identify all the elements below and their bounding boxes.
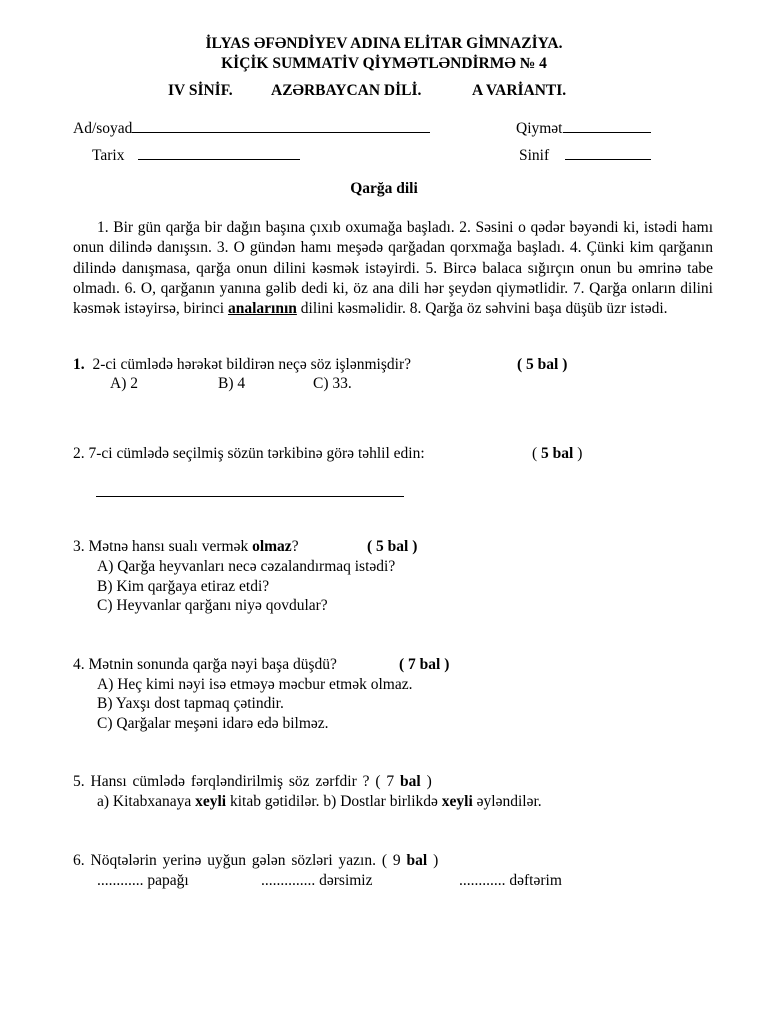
name-label: Ad/soyad xyxy=(73,120,133,137)
q3-option-c[interactable]: C) Heyvanlar qarğanı niyə qovdular? xyxy=(97,597,328,614)
q4-option-c[interactable]: C) Qarğalar meşəni idarə edə bilməz. xyxy=(97,715,329,732)
question-3 xyxy=(73,538,299,556)
question-5 xyxy=(73,773,432,791)
q3-text-bold: olmaz xyxy=(252,538,292,555)
class-label: Sinif xyxy=(519,147,550,164)
reading-passage xyxy=(73,218,713,319)
q1-points: ( 5 bal ) xyxy=(517,356,568,373)
q2-answer-line[interactable] xyxy=(96,480,404,497)
q5-sentences xyxy=(97,793,542,811)
q1-number: 1. xyxy=(73,356,85,373)
question-6 xyxy=(73,852,438,870)
assessment-title: KİÇİK SUMMATİV QİYMƏTLƏNDİRMƏ № 4 xyxy=(221,55,547,72)
q3-text-before: 3. Mətnə hansı sualı vermək xyxy=(73,538,253,555)
q5-points-value: bal xyxy=(400,773,421,790)
highlighted-word: analarının xyxy=(227,300,297,318)
q2-points-close: ) xyxy=(573,445,583,462)
q3-points: ( 5 bal ) xyxy=(367,538,418,555)
q5-a-bold: xeyli xyxy=(195,793,227,810)
q2-points xyxy=(532,445,582,463)
q6-item-3[interactable]: ............ dəftərim xyxy=(459,872,562,889)
q1-option-c[interactable]: C) 33. xyxy=(313,375,352,392)
q5-text: 5. Hansı cümlədə fərqləndirilmiş söz zərfdir ? ( 7 xyxy=(73,773,401,790)
date-blank[interactable] xyxy=(138,145,300,160)
q5-a-after: kitab gətidilər. b) Dostlar birlikdə xyxy=(226,793,442,810)
question-4: 4. Mətnin sonunda qarğa nəyi başa düşdü? xyxy=(73,656,337,673)
q2-points-open: ( xyxy=(532,445,542,462)
q1-option-b[interactable]: B) 4 xyxy=(218,375,246,392)
subject-heading: AZƏRBAYCAN DİLİ. xyxy=(271,82,422,99)
q6-points-close: ) xyxy=(427,852,439,869)
name-blank[interactable] xyxy=(132,118,430,133)
grade-field[interactable] xyxy=(516,118,651,138)
q4-points: ( 7 bal ) xyxy=(399,656,450,673)
text-title: Qarğa dili xyxy=(350,180,418,197)
variant-heading: A VARİANTI. xyxy=(472,82,567,99)
q6-text: 6. Nöqtələrin yerinə uyğun gələn sözləri yazın. ( 9 xyxy=(73,852,407,869)
question-2: 2. 7-ci cümlədə seçilmiş sözün tərkibinə görə təhlil edin: xyxy=(73,445,425,462)
date-label: Tarix xyxy=(92,147,125,164)
question-1 xyxy=(73,356,411,374)
q3-text-after: ? xyxy=(291,538,299,555)
q5-points-close: ) xyxy=(420,773,432,790)
name-field[interactable] xyxy=(73,118,430,138)
q4-option-a[interactable]: A) Heç kimi nəyi isə etməyə məcbur etmək olmaz. xyxy=(97,676,413,693)
q3-option-a[interactable]: A) Qarğa heyvanları necə cəzalandırmaq istədi? xyxy=(97,558,396,575)
q2-points-value: 5 bal xyxy=(541,445,574,462)
q1-text: 2-ci cümlədə hərəkət bildirən neçə söz işlənmişdir? xyxy=(92,356,411,373)
grade-label: Qiymət xyxy=(516,120,563,137)
q1-option-a[interactable]: A) 2 xyxy=(110,375,138,392)
q6-points-value: bal xyxy=(406,852,428,869)
q6-item-1[interactable]: ............ papağı xyxy=(97,872,189,889)
q6-item-2[interactable]: .............. dərsimiz xyxy=(261,872,373,889)
school-title: İLYAS ƏFƏNDİYEV ADINA ELİTAR GİMNAZİYA. xyxy=(205,35,563,52)
grade-blank[interactable] xyxy=(563,118,651,133)
q5-b-after: əyləndilər. xyxy=(472,793,542,810)
q5-b-bold: xeyli xyxy=(441,793,473,810)
q3-option-b[interactable]: B) Kim qarğaya etiraz etdi? xyxy=(97,578,270,595)
q4-option-b[interactable]: B) Yaxşı dost tapmaq çətindir. xyxy=(97,695,284,712)
passage-part2: dilini kəsməlidir. 8. Qarğa öz səhvini başa düşüb üzr istədi. xyxy=(296,300,668,318)
class-blank[interactable] xyxy=(565,145,651,160)
date-field[interactable] xyxy=(92,145,300,165)
passage-part1: 1. Bir gün qarğa bir dağın başına çıxıb oxumağa başladı. 2. Səsini o qədər bəyəndi ki, istədi hamı onun dilində danışsın. 3. O gündən hamı meşədə qarğadan qorxmağa başladı. 4. Çünki kim qarğanın dilində danışmasa, qarğa onun dilini kəsmək istəyirdi. 5. Bircə balaca sığırçın onun bu əmrinə tabe olmadı. 6. O, qarğanın yanına gəlib dedi ki, öz ana dili hər şeydən qiymətlidir. 7. Qarğa onların dilini kəsmək istəyirsə, birinci xyxy=(73,219,713,318)
class-field[interactable] xyxy=(519,145,651,165)
q5-a-before: a) Kitabxanaya xyxy=(97,793,196,810)
grade-heading: IV SİNİF. xyxy=(168,82,233,99)
